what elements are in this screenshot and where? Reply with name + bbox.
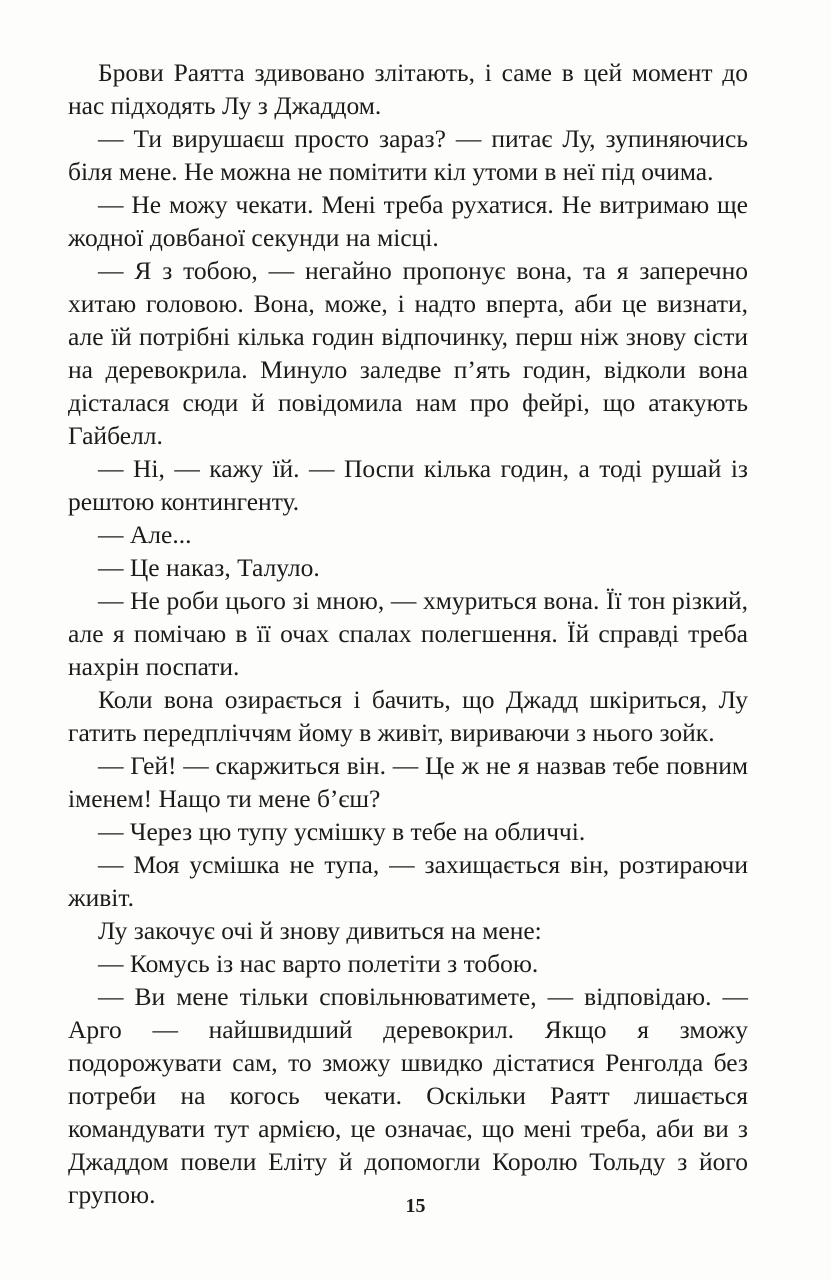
paragraph: — Ти вирушаєш просто зараз? — питає Лу, зупиняючись біля мене. Не можна не помітити кіл утоми в неї під очима.: [68, 124, 748, 186]
paragraph: — Моя усмішка не тупа, — захищається він, розтираючи живіт.: [68, 850, 748, 912]
paragraph: — Ні, — кажу їй. — Поспи кілька годин, а тоді рушай із рештою контингенту.: [68, 454, 748, 516]
paragraph: — Це наказ, Талуло.: [98, 553, 320, 582]
page-number: 15: [405, 1195, 426, 1217]
paragraph: — Не можу чекати. Мені треба рухатися. Не витримаю ще жодної довбаної секунди на місці.: [68, 190, 748, 252]
paragraph: — Але...: [98, 520, 192, 549]
paragraph: — Не роби цього зі мною, — хмуриться вона. Її тон різкий, але я помічаю в її очах спалах полегшення. Їй справді треба нахрін поспати.: [68, 586, 748, 681]
paragraph: — Гей! — скаржиться він. — Це ж не я назвав тебе повним іменем! Нащо ти мене б’єш?: [68, 751, 748, 813]
paragraph: Лу закочує очі й знову дивиться на мене:: [98, 916, 542, 945]
paragraph: Брови Раятта здивовано злітають, і саме в цей момент до нас підходять Лу з Джаддом.: [68, 58, 748, 120]
paragraph: — Через цю тупу усмішку в тебе на обличчі.: [98, 817, 586, 846]
paragraph: — Я з тобою, — негайно пропонує вона, та я заперечно хитаю головою. Вона, може, і надто вперта, аби це визнати, але їй потрібні кілька годин відпочинку, перш ніж знову сісти на деревокрила. Минуло заледве п’ять годин, відколи вона дісталася сюди й повідомила нам про фейрі, що атакують Гайбелл.: [68, 256, 748, 450]
paragraph: — Комусь із нас варто полетіти з тобою.: [98, 949, 539, 978]
paragraph: — Ви мене тільки сповільнюватимете, — відповідаю. — Арго — найшвидший деревокрил. Якщо я зможу подорожувати сам, то зможу швидко дістатися Ренголда без потреби на когось чекати. Оскільки Раятт лишається командувати тут армією, це означає, що мені треба, аби ви з Джаддом повели Еліту й допомогли Королю Тольду з його групою.: [68, 982, 748, 1209]
body-text: [68, 56, 748, 1211]
paragraph: Коли вона озирається і бачить, що Джадд шкіриться, Лу гатить передпліччям йому в живіт, вириваючи з нього зойк.: [68, 685, 748, 747]
